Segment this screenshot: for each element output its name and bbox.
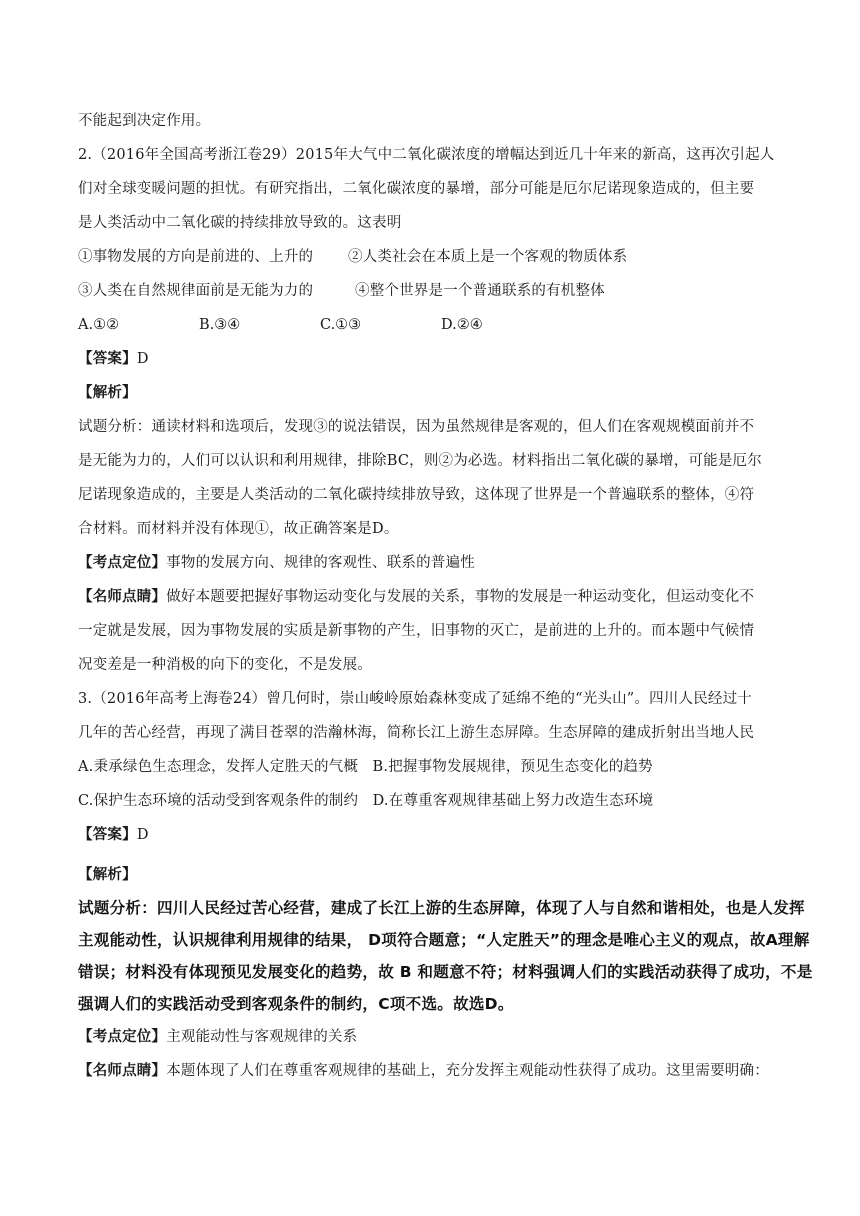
- option-d: D.在尊重客观规律基础上努力改造生态环境: [372, 793, 654, 809]
- option-c: C.保护生态环境的活动受到客观条件的制约: [78, 793, 359, 809]
- option-b: B.③④: [199, 317, 241, 333]
- statement-3: ③人类在自然规律面前是无能为力的: [78, 283, 314, 299]
- option-a: A.①②: [78, 317, 120, 333]
- question-2-options: [78, 308, 798, 342]
- answer-value: D: [136, 827, 149, 843]
- knowledge-point-tag: 【考点定位】: [78, 554, 167, 571]
- statement-2: ②人类社会在本质上是一个客观的物质体系: [348, 249, 628, 265]
- knowledge-point-tag: 【考点定位】: [78, 1028, 167, 1045]
- knowledge-point-line: [78, 546, 798, 580]
- knowledge-point-text: 事物的发展方向、规律的客观性、联系的普遍性: [166, 555, 475, 571]
- option-d: D.②④: [441, 317, 483, 333]
- option-c: C.①③: [320, 317, 362, 333]
- question-2-stem: 2.（2016年全国高考浙江卷29）2015年大气中二氧化碳浓度的增幅达到近几十年来的新高，这再次引起人: [78, 147, 775, 163]
- analysis-text-scanned: 主观能动性，认识规律利用规律的结果， D项符合题意；“人定胜天”的理念是唯心主义的观点，故A理解: [78, 931, 810, 949]
- teacher-note-text: 做好本题要把握好事物运动变化与发展的关系，事物的发展是一种运动变化，但运动变化不: [166, 589, 755, 605]
- text-line: 不能起到决定作用。: [78, 113, 211, 129]
- analysis-text: 试题分析：通读材料和选项后，发现③的说法错误，因为虽然规律是客观的，但人们在客观规模面前并不: [78, 419, 755, 435]
- option-b: B.把握事物发展规律，预见生态变化的趋势: [372, 759, 653, 775]
- answer-tag: 【答案】: [78, 826, 137, 843]
- teacher-note-text: 本题体现了人们在尊重客观规律的基础上，充分发挥主观能动性获得了成功。这里需要明确：: [166, 1063, 769, 1079]
- answer-value: D: [136, 351, 149, 367]
- question-2-statements: [78, 240, 798, 274]
- teacher-note-text: 一定就是发展，因为事物发展的实质是新事物的产生，旧事物的灭亡，是前进的上升的。而本题中气候情: [78, 623, 755, 639]
- statement-4: ④整个世界是一个普通联系的有机整体: [355, 283, 605, 299]
- question-3-stem: 3.（2016年高考上海卷24）曾几何时，崇山峻岭原始森林变成了延绵不绝的“光头山”。四川人民经过十: [78, 691, 753, 707]
- analysis-text: 尼诺现象造成的，主要是人类活动的二氧化碳持续排放导致，这体现了世界是一个普遍联系的整体，④符: [78, 487, 755, 503]
- analysis-text: 合材料。而材料并没有体现①，故正确答案是D。: [78, 521, 399, 537]
- answer-line: [78, 818, 798, 852]
- teacher-note-line: [78, 1054, 798, 1088]
- question-3-options-row: [78, 750, 798, 784]
- option-a: A.秉承绿色生态理念，发挥人定胜天的气概: [78, 759, 359, 775]
- knowledge-point-line: [78, 1020, 798, 1054]
- knowledge-point-text: 主观能动性与客观规律的关系: [166, 1029, 358, 1045]
- question-3-options-row: [78, 784, 798, 818]
- statement-1: ①事物发展的方向是前进的、上升的: [78, 249, 314, 265]
- teacher-note-text: 况变差是一种消极的向下的变化，不是发展。: [78, 657, 372, 673]
- question-2-stem: 们对全球变暖问题的担忧。有研究指出，二氧化碳浓度的暴增，部分可能是厄尔尼诺现象造成的，但主要: [78, 181, 755, 197]
- teacher-note-tag: 【名师点睛】: [78, 1062, 167, 1079]
- answer-tag: 【答案】: [78, 350, 137, 367]
- question-3-stem: 几年的苦心经营，再现了满目苍翠的浩瀚林海，简称长江上游生态屏障。生态屏障的建成折射出当地人民: [78, 725, 755, 741]
- analysis-text-scanned: 错误；材料没有体现预见发展变化的趋势，故 B 和题意不符；材料强调人们的实践活动获得了成功，不是: [78, 963, 813, 981]
- question-2-stem: 是人类活动中二氧化碳的持续排放导致的。这表明: [78, 215, 402, 231]
- answer-line: [78, 342, 798, 376]
- question-2-statements: [78, 274, 798, 308]
- analysis-text: 是无能为力的，人们可以认识和利用规律，排除BC，则②为必选。材料指出二氧化碳的暴增，可能是厄尔: [78, 453, 762, 469]
- teacher-note-line: [78, 580, 798, 614]
- analysis-tag: 【解析】: [78, 384, 137, 401]
- analysis-text-scanned: 强调人们的实践活动受到客观条件的制约，C项不选。故选D。: [78, 995, 514, 1013]
- document-page: [78, 104, 813, 1088]
- teacher-note-tag: 【名师点睛】: [78, 588, 167, 605]
- analysis-text-scanned: 试题分析：四川人民经过苦心经营，建成了长江上游的生态屏障，体现了人与自然和谐相处，也是人发挥: [78, 899, 805, 917]
- analysis-tag: 【解析】: [78, 866, 137, 883]
